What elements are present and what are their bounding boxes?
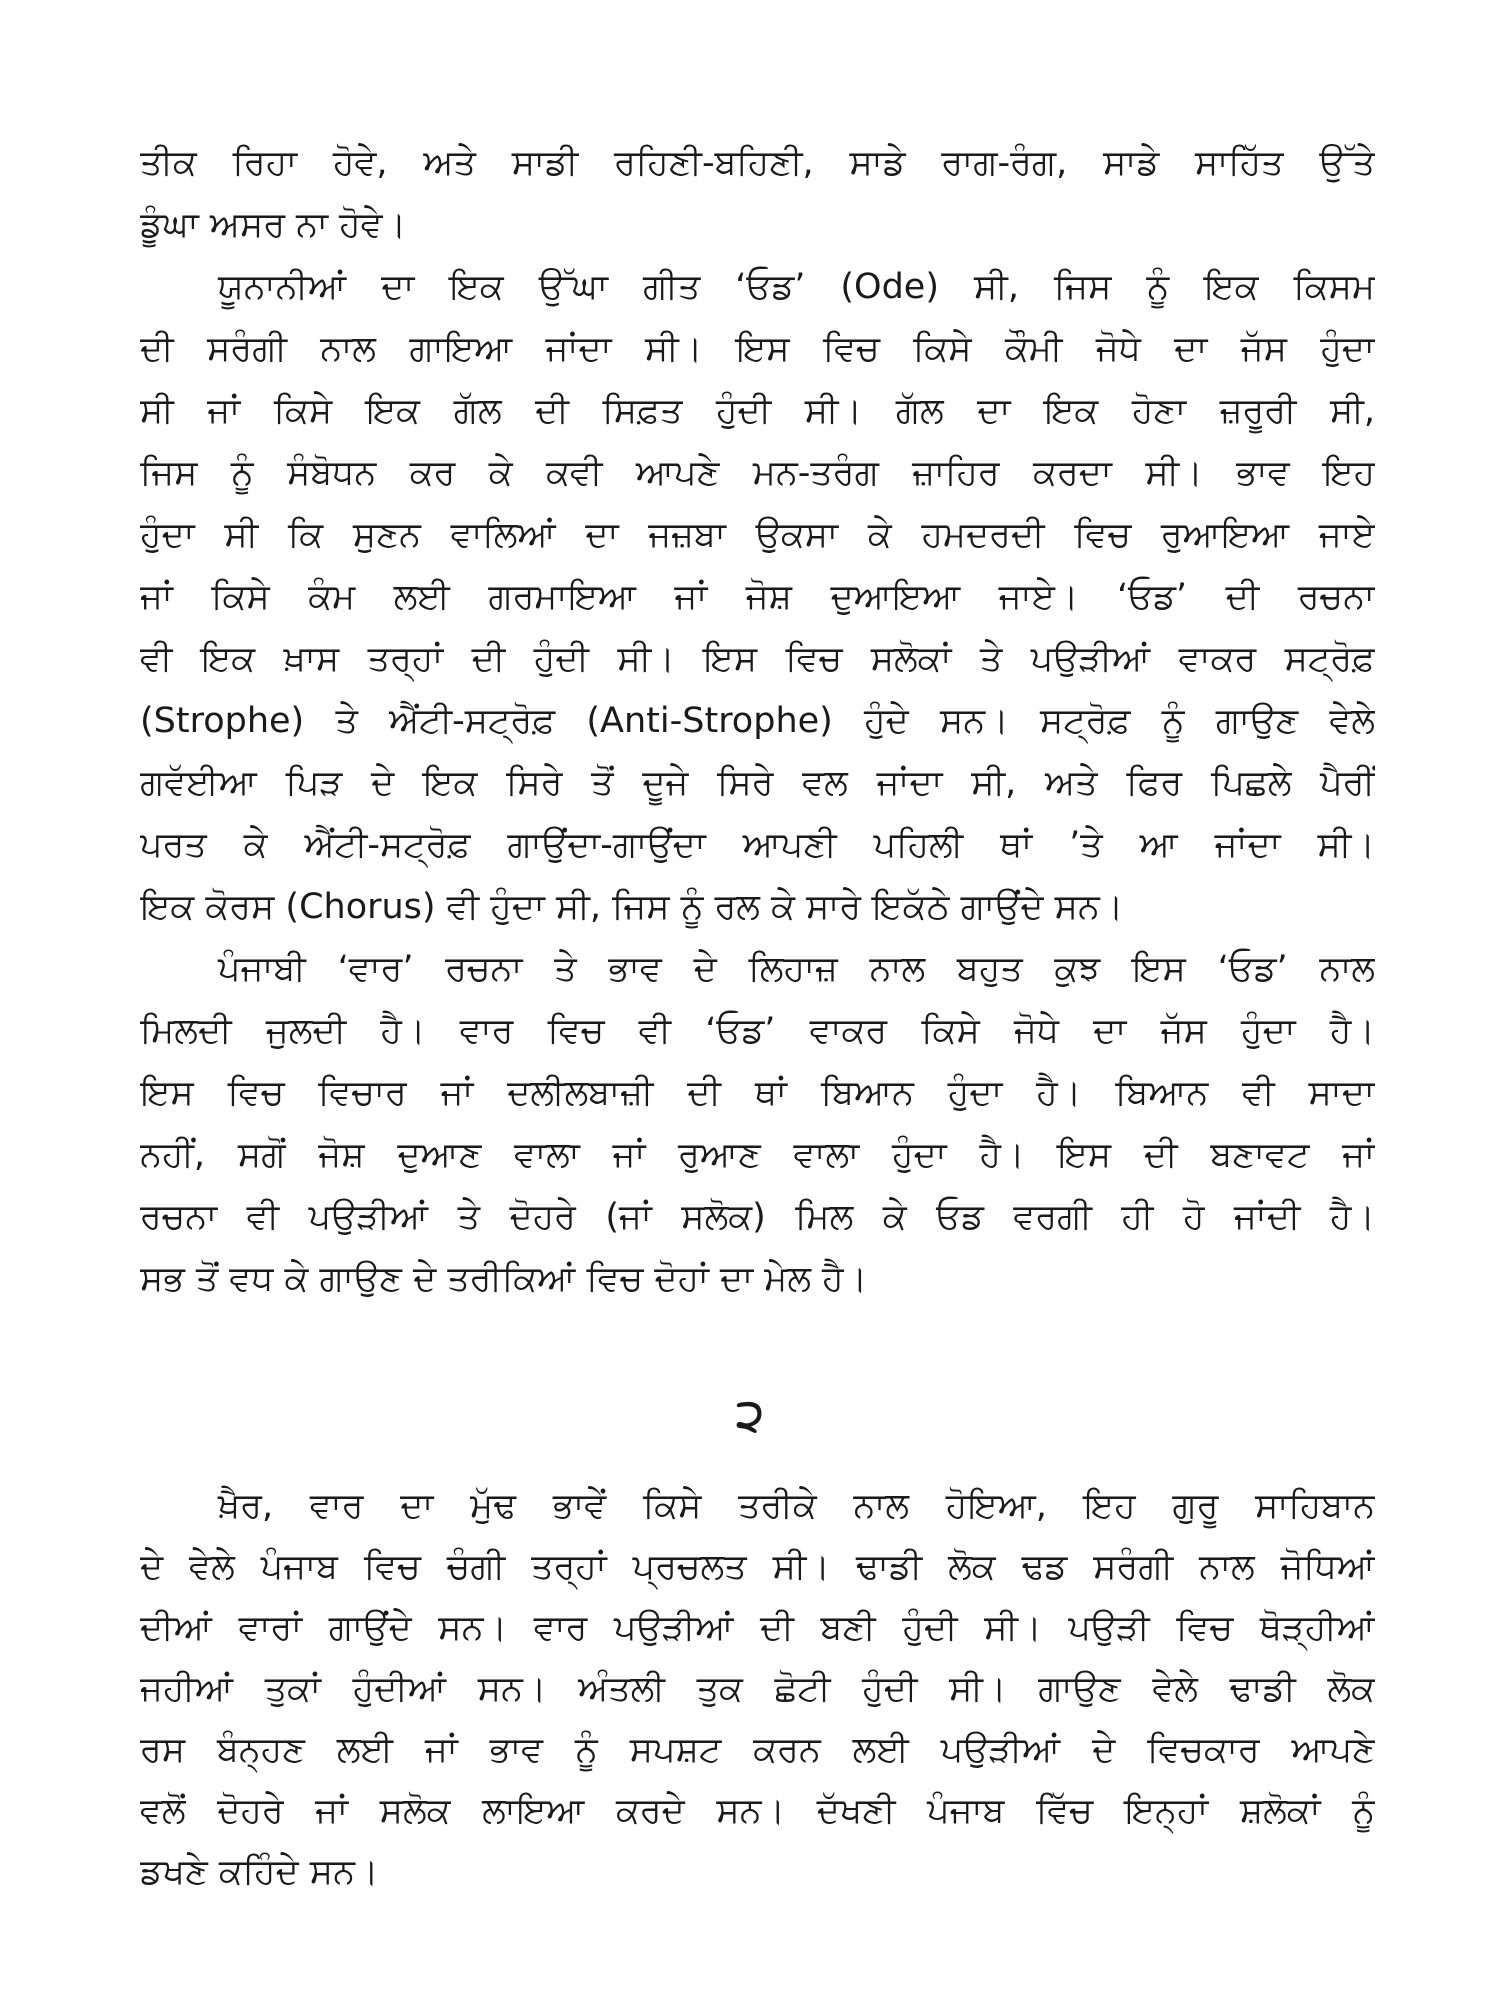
text-line: ਵੀ ਇਕ ਖ਼ਾਸ ਤਰ੍ਹਾਂ ਦੀ ਹੁੰਦੀ ਸੀ। ਇਸ ਵਿਚ ਸਲੋਕਾਂ ਤੇ ਪਉੜੀਆਂ ਵਾਕਰ ਸਟ੍ਰੋਫ਼ (140, 639, 1375, 679)
text-line: ਜਾਂ ਕਿਸੇ ਕੰਮ ਲਈ ਗਰਮਾਇਆ ਜਾਂ ਜੋਸ਼ ਦੁਆਇਆ ਜਾਏ। ‘ਓਡ’ ਦੀ ਰਚਨਾ (140, 577, 1375, 617)
text-line: ਤੀਕ ਰਿਹਾ ਹੋਵੇ, ਅਤੇ ਸਾਡੀ ਰਹਿਣੀ-ਬਹਿਣੀ, ਸਾਡੇ ਰਾਗ-ਰੰਗ, ਸਾਡੇ ਸਾਹਿੱਤ ਉੱਤੇ (140, 143, 1375, 183)
text-line: ਸਭ ਤੋਂ ਵਧ ਕੇ ਗਾਉਣ ਦੇ ਤਰੀਕਿਆਂ ਵਿਚ ਦੋਹਾਂ ਦਾ ਮੇਲ ਹੈ। (140, 1259, 868, 1299)
text-line: ਇਕ ਕੋਰਸ (Chorus) ਵੀ ਹੁੰਦਾ ਸੀ, ਜਿਸ ਨੂੰ ਰਲ ਕੇ ਸਾਰੇ ਇਕੱਠੇ ਗਾਉਂਦੇ ਸਨ। (140, 887, 1124, 927)
text-line: ਵਲੋਂ ਦੋਹਰੇ ਜਾਂ ਸਲੋਕ ਲਾਇਆ ਕਰਦੇ ਸਨ। ਦੱਖਣੀ ਪੰਜਾਬ ਵਿੱਚ ਇਨ੍ਹਾਂ ਸ਼ਲੋਕਾਂ ਨੂੰ (140, 1791, 1375, 1831)
text-line: ਰਚਨਾ ਵੀ ਪਉੜੀਆਂ ਤੇ ਦੋਹਰੇ (ਜਾਂ ਸਲੋਕ) ਮਿਲ ਕੇ ਓਡ ਵਰਗੀ ਹੀ ਹੋ ਜਾਂਦੀ ਹੈ। (140, 1197, 1375, 1237)
text-line: ਪੰਜਾਬੀ ‘ਵਾਰ’ ਰਚਨਾ ਤੇ ਭਾਵ ਦੇ ਲਿਹਾਜ਼ ਨਾਲ ਬਹੁਤ ਕੁਝ ਇਸ ‘ਓਡ’ ਨਾਲ (218, 949, 1375, 989)
text-line: ਇਸ ਵਿਚ ਵਿਚਾਰ ਜਾਂ ਦਲੀਲਬਾਜ਼ੀ ਦੀ ਥਾਂ ਬਿਆਨ ਹੁੰਦਾ ਹੈ। ਬਿਆਨ ਵੀ ਸਾਦਾ (140, 1073, 1375, 1113)
text-line: ਹੁੰਦਾ ਸੀ ਕਿ ਸੁਣਨ ਵਾਲਿਆਂ ਦਾ ਜਜ਼ਬਾ ਉਕਸਾ ਕੇ ਹਮਦਰਦੀ ਵਿਚ ਰੁਆਇਆ ਜਾਏ (140, 515, 1375, 555)
text-line: ਜਹੀਆਂ ਤੁਕਾਂ ਹੁੰਦੀਆਂ ਸਨ। ਅੰਤਲੀ ਤੁਕ ਛੋਟੀ ਹੁੰਦੀ ਸੀ। ਗਾਉਣ ਵੇਲੇ ਢਾਡੀ ਲੋਕ (140, 1669, 1375, 1709)
text-line: ਮਿਲਦੀ ਜੁਲਦੀ ਹੈ। ਵਾਰ ਵਿਚ ਵੀ ‘ਓਡ’ ਵਾਕਰ ਕਿਸੇ ਜੋਧੇ ਦਾ ਜੱਸ ਹੁੰਦਾ ਹੈ। (140, 1011, 1375, 1051)
text-line: ਦੀ ਸਰੰਗੀ ਨਾਲ ਗਾਇਆ ਜਾਂਦਾ ਸੀ। ਇਸ ਵਿਚ ਕਿਸੇ ਕੌਮੀ ਜੋਧੇ ਦਾ ਜੱਸ ਹੁੰਦਾ (140, 329, 1375, 369)
paragraph (140, 256, 1375, 938)
text-line: ਯੂਨਾਨੀਆਂ ਦਾ ਇਕ ਉੱਘਾ ਗੀਤ ‘ਓਡ’ (Ode) ਸੀ, ਜਿਸ ਨੂੰ ਇਕ ਕਿਸਮ (218, 267, 1375, 307)
paragraph (140, 938, 1375, 1310)
text-line: ਰਸ ਬੰਨ੍ਹਣ ਲਈ ਜਾਂ ਭਾਵ ਨੂੰ ਸਪਸ਼ਟ ਕਰਨ ਲਈ ਪਉੜੀਆਂ ਦੇ ਵਿਚਕਾਰ ਆਪਣੇ (140, 1730, 1375, 1770)
text-line: ਸੀ ਜਾਂ ਕਿਸੇ ਇਕ ਗੱਲ ਦੀ ਸਿਫ਼ਤ ਹੁੰਦੀ ਸੀ। ਗੱਲ ਦਾ ਇਕ ਹੋਣਾ ਜ਼ਰੂਰੀ ਸੀ, (140, 391, 1375, 431)
text-line: ਗਵੱਈਆ ਪਿੜ ਦੇ ਇਕ ਸਿਰੇ ਤੋਂ ਦੂਜੇ ਸਿਰੇ ਵਲ ਜਾਂਦਾ ਸੀ, ਅਤੇ ਫਿਰ ਪਿਛਲੇ ਪੈਰੀਂ (140, 763, 1375, 803)
section-1-body (140, 132, 1375, 1310)
text-line: ਪਰਤ ਕੇ ਐਂਟੀ-ਸਟ੍ਰੋਫ਼ ਗਾਉਂਦਾ-ਗਾਉਂਦਾ ਆਪਣੀ ਪਹਿਲੀ ਥਾਂ ’ਤੇ ਆ ਜਾਂਦਾ ਸੀ। (140, 825, 1375, 865)
text-line: ਦੀਆਂ ਵਾਰਾਂ ਗਾਉਂਦੇ ਸਨ। ਵਾਰ ਪਉੜੀਆਂ ਦੀ ਬਣੀ ਹੁੰਦੀ ਸੀ। ਪਉੜੀ ਵਿਚ ਥੋੜ੍ਹੀਆਂ (140, 1608, 1375, 1648)
text-line: ਦੇ ਵੇਲੇ ਪੰਜਾਬ ਵਿਚ ਚੰਗੀ ਤਰ੍ਹਾਂ ਪ੍ਰਚਲਤ ਸੀ। ਢਾਡੀ ਲੋਕ ਢਡ ਸਰੰਗੀ ਨਾਲ ਜੋਧਿਆਂ (140, 1547, 1375, 1587)
text-line: ਨਹੀਂ, ਸਗੋਂ ਜੋਸ਼ ਦੁਆਣ ਵਾਲਾ ਜਾਂ ਰੁਆਣ ਵਾਲਾ ਹੁੰਦਾ ਹੈ। ਇਸ ਦੀ ਬਣਾਵਟ ਜਾਂ (140, 1135, 1375, 1175)
text-line: ਡਖਣੇ ਕਹਿੰਦੇ ਸਨ। (140, 1852, 379, 1892)
text-line: ਖ਼ੈਰ, ਵਾਰ ਦਾ ਮੁੱਢ ਭਾਵੇਂ ਕਿਸੇ ਤਰੀਕੇ ਨਾਲ ਹੋਇਆ, ਇਹ ਗੁਰੂ ਸਾਹਿਬਾਨ (218, 1486, 1375, 1526)
text-line: ਡੂੰਘਾ ਅਸਰ ਨਾ ਹੋਵੇ। (140, 205, 407, 245)
paragraph (140, 1476, 1375, 1903)
text-line: (Strophe) ਤੇ ਐਂਟੀ-ਸਟ੍ਰੋਫ਼ (Anti-Strophe) ਹੁੰਦੇ ਸਨ। ਸਟ੍ਰੋਫ਼ ਨੂੰ ਗਾਉਣ ਵੇਲੇ (140, 701, 1375, 741)
section-2-body (140, 1476, 1375, 1903)
paragraph (140, 132, 1375, 256)
text-line: ਜਿਸ ਨੂੰ ਸੰਬੋਧਨ ਕਰ ਕੇ ਕਵੀ ਆਪਣੇ ਮਨ-ਤਰੰਗ ਜ਼ਾਹਿਰ ਕਰਦਾ ਸੀ। ਭਾਵ ਇਹ (140, 453, 1375, 493)
section-number-heading: ੨ (736, 1390, 764, 1441)
